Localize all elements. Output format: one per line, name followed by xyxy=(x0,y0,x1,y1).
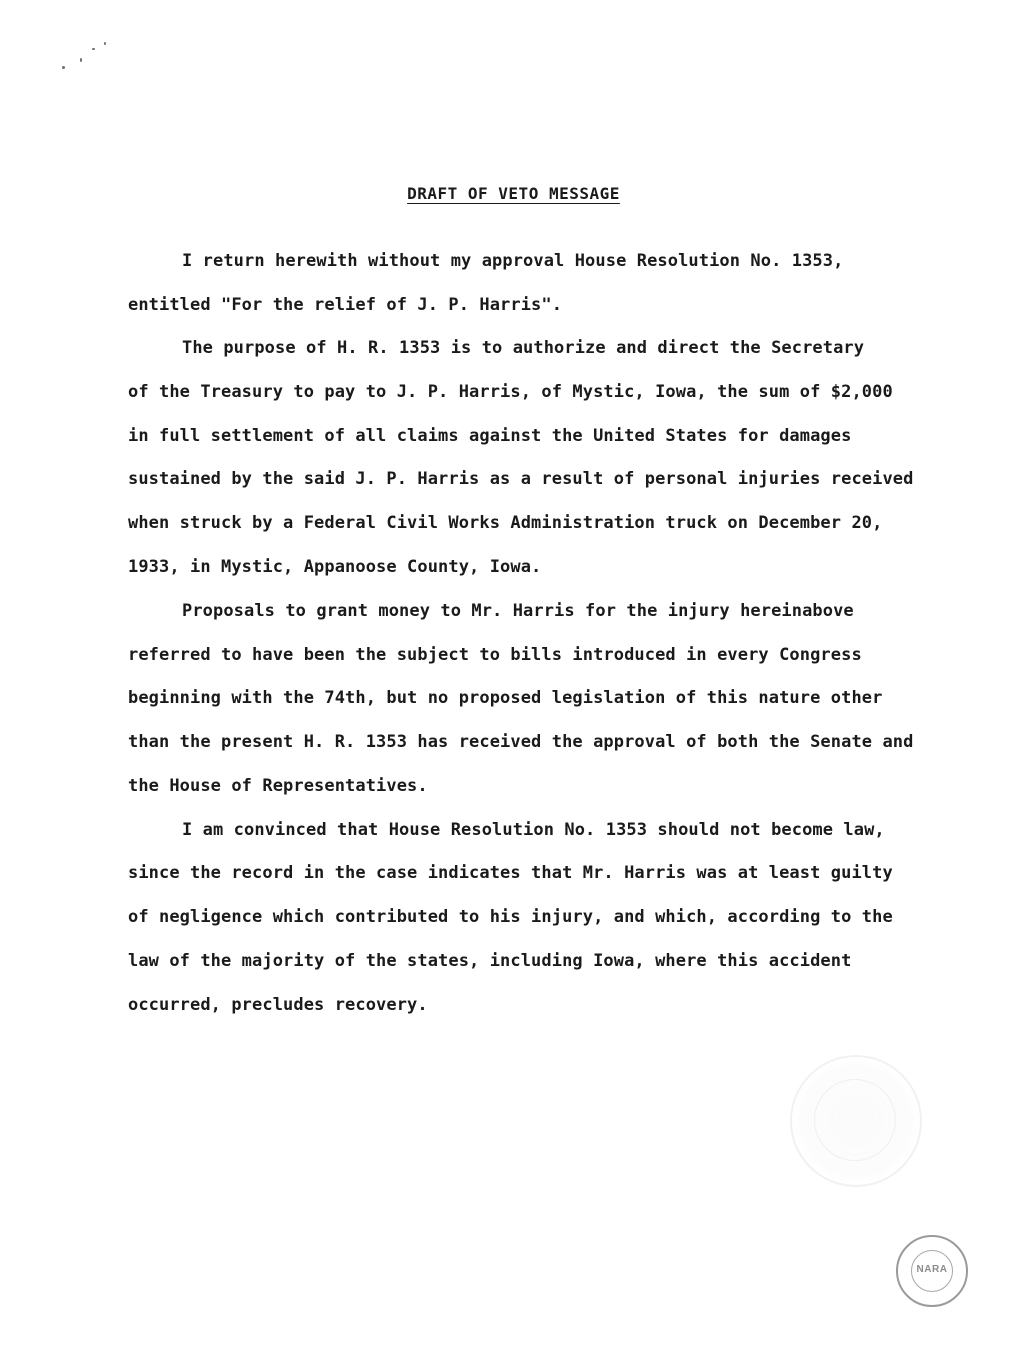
nara-seal-label: NARA xyxy=(916,1264,948,1275)
text-line: Proposals to grant money to Mr. Harris for the injury hereinabove xyxy=(182,601,854,621)
library-stamp-inner xyxy=(814,1079,896,1161)
document-title: DRAFT OF VETO MESSAGE xyxy=(407,184,620,203)
text-line: in full settlement of all claims against the United States for damages xyxy=(128,426,852,446)
text-line: sustained by the said J. P. Harris as a result of personal injuries received xyxy=(128,469,914,489)
text-line: I return herewith without my approval House Resolution No. 1353, xyxy=(182,251,844,271)
library-stamp xyxy=(790,1055,922,1187)
scan-speck xyxy=(104,42,106,45)
text-line: than the present H. R. 1353 has received the approval of both the Senate and xyxy=(128,732,914,752)
text-line: of negligence which contributed to his injury, and which, according to the xyxy=(128,907,893,927)
scan-speck xyxy=(62,66,65,69)
scan-speck xyxy=(80,58,82,62)
text-line: entitled "For the relief of J. P. Harris". xyxy=(128,295,563,315)
text-line: of the Treasury to pay to J. P. Harris, of Mystic, Iowa, the sum of $2,000 xyxy=(128,382,893,402)
text-line: I am convinced that House Resolution No. 1353 should not become law, xyxy=(182,820,885,840)
nara-seal xyxy=(896,1235,968,1307)
text-line: the House of Representatives. xyxy=(128,776,428,796)
text-line: 1933, in Mystic, Appanoose County, Iowa. xyxy=(128,557,542,577)
text-line: occurred, precludes recovery. xyxy=(128,995,428,1015)
text-line: law of the majority of the states, including Iowa, where this accident xyxy=(128,951,852,971)
scan-speck xyxy=(92,48,95,50)
text-line: when struck by a Federal Civil Works Administration truck on December 20, xyxy=(128,513,883,533)
text-line: The purpose of H. R. 1353 is to authorize and direct the Secretary xyxy=(182,338,865,358)
text-line: beginning with the 74th, but no proposed legislation of this nature other xyxy=(128,688,883,708)
text-line: referred to have been the subject to bills introduced in every Congress xyxy=(128,645,862,665)
text-line: since the record in the case indicates that Mr. Harris was at least guilty xyxy=(128,863,893,883)
